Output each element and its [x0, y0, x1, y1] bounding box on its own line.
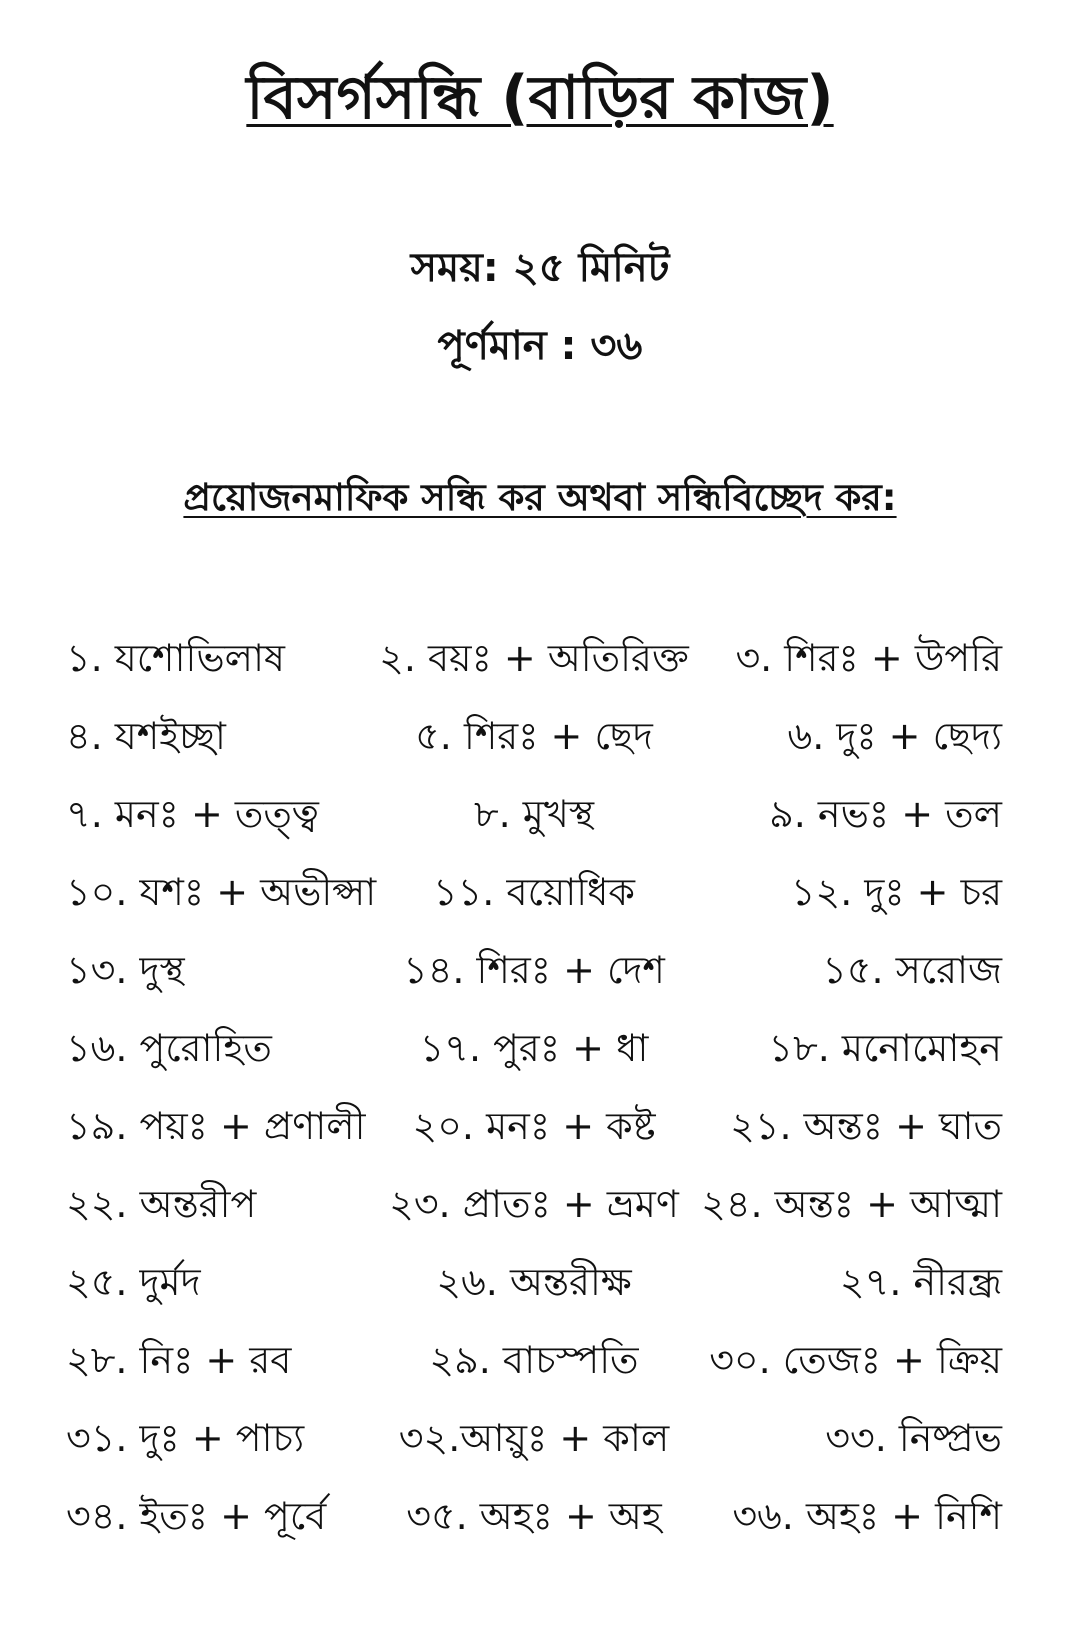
time-limit: সময়: ২৫ মিনিট	[410, 245, 670, 291]
question-item: ১৬. পুরোহিত	[66, 1026, 272, 1070]
question-item: ৭. মনঃ + তত্ত্ব	[66, 792, 319, 836]
question-item: ২৬. অন্তরীক্ষ	[436, 1260, 632, 1304]
instruction-text: প্রয়োজনমাফিক সন্ধি কর অথবা সন্ধিবিচ্ছেদ কর:	[183, 476, 897, 519]
question-item: ২০. মনঃ + কষ্ট	[412, 1104, 656, 1148]
question-item: ৯. নভঃ + তল	[769, 792, 1002, 836]
question-item: ১২. দুঃ + চর	[790, 870, 1002, 914]
question-item: ১৯. পয়ঃ + প্রণালী	[66, 1104, 366, 1148]
question-item: ১. যশোভিলাষ	[66, 636, 285, 680]
question-item: ১৮. মনোমোহন	[768, 1026, 1002, 1070]
question-item: ৩১. দুঃ + পাচ্য	[66, 1416, 305, 1460]
question-item: ৫. শিরঃ + ছেদ	[415, 714, 653, 758]
question-item: ২. বয়ঃ + অতিরিক্ত	[379, 636, 689, 680]
question-item: ১৭. পুরঃ + ধা	[419, 1026, 649, 1070]
question-item: ৩৬. অহঃ + নিশি	[732, 1494, 1002, 1538]
question-item: ২৪. অন্তঃ + আত্মা	[701, 1182, 1002, 1226]
question-item: ২৫. দুর্মদ	[66, 1260, 201, 1304]
question-item: ৩. শিরঃ + উপরি	[735, 636, 1002, 680]
question-item: ২৯. বাচস্পতি	[429, 1338, 639, 1382]
page-title-text: বিসর্গসন্ধি (বাড়ির কাজ)	[246, 63, 834, 133]
question-item: ২৮. নিঃ + রব	[66, 1338, 292, 1382]
question-item: ৩২.আয়ুঃ + কাল	[398, 1416, 670, 1460]
question-item: ১৩. দুস্থ	[66, 948, 185, 992]
question-item: ৪. যশইচ্ছা	[66, 714, 226, 758]
question-item: ২২. অন্তরীপ	[66, 1182, 257, 1226]
question-item: ১০. যশঃ + অভীপ্সা	[66, 870, 377, 914]
question-grid	[66, 628, 1002, 1564]
instruction-heading	[0, 472, 1080, 524]
full-marks: পূর্ণমান : ৩৬	[437, 323, 643, 369]
question-item: ২৩. প্রাতঃ + ভ্রমণ	[389, 1182, 679, 1226]
question-item: ১৪. শিরঃ + দেশ	[403, 948, 665, 992]
page-title	[0, 58, 1080, 138]
question-item: ৩৫. অহঃ + অহ	[406, 1494, 662, 1538]
question-item: ৩০. তেজঃ + ক্রিয়	[709, 1338, 1002, 1382]
question-item: ৮. মুখস্থ	[473, 792, 595, 836]
question-item: ১৫. সরোজ	[822, 948, 1002, 992]
question-item: ৬. দুঃ + ছেদ্য	[787, 714, 1002, 758]
question-item: ২৭. নীরন্ধ্র	[839, 1260, 1002, 1304]
question-item: ২১. অন্তঃ + ঘাত	[730, 1104, 1002, 1148]
question-item: ৩৩. নিষ্প্রভ	[825, 1416, 1002, 1460]
question-item: ১১. বয়োধিক	[432, 870, 636, 914]
question-item: ৩৪. ইতঃ + পূর্বে	[66, 1494, 327, 1538]
